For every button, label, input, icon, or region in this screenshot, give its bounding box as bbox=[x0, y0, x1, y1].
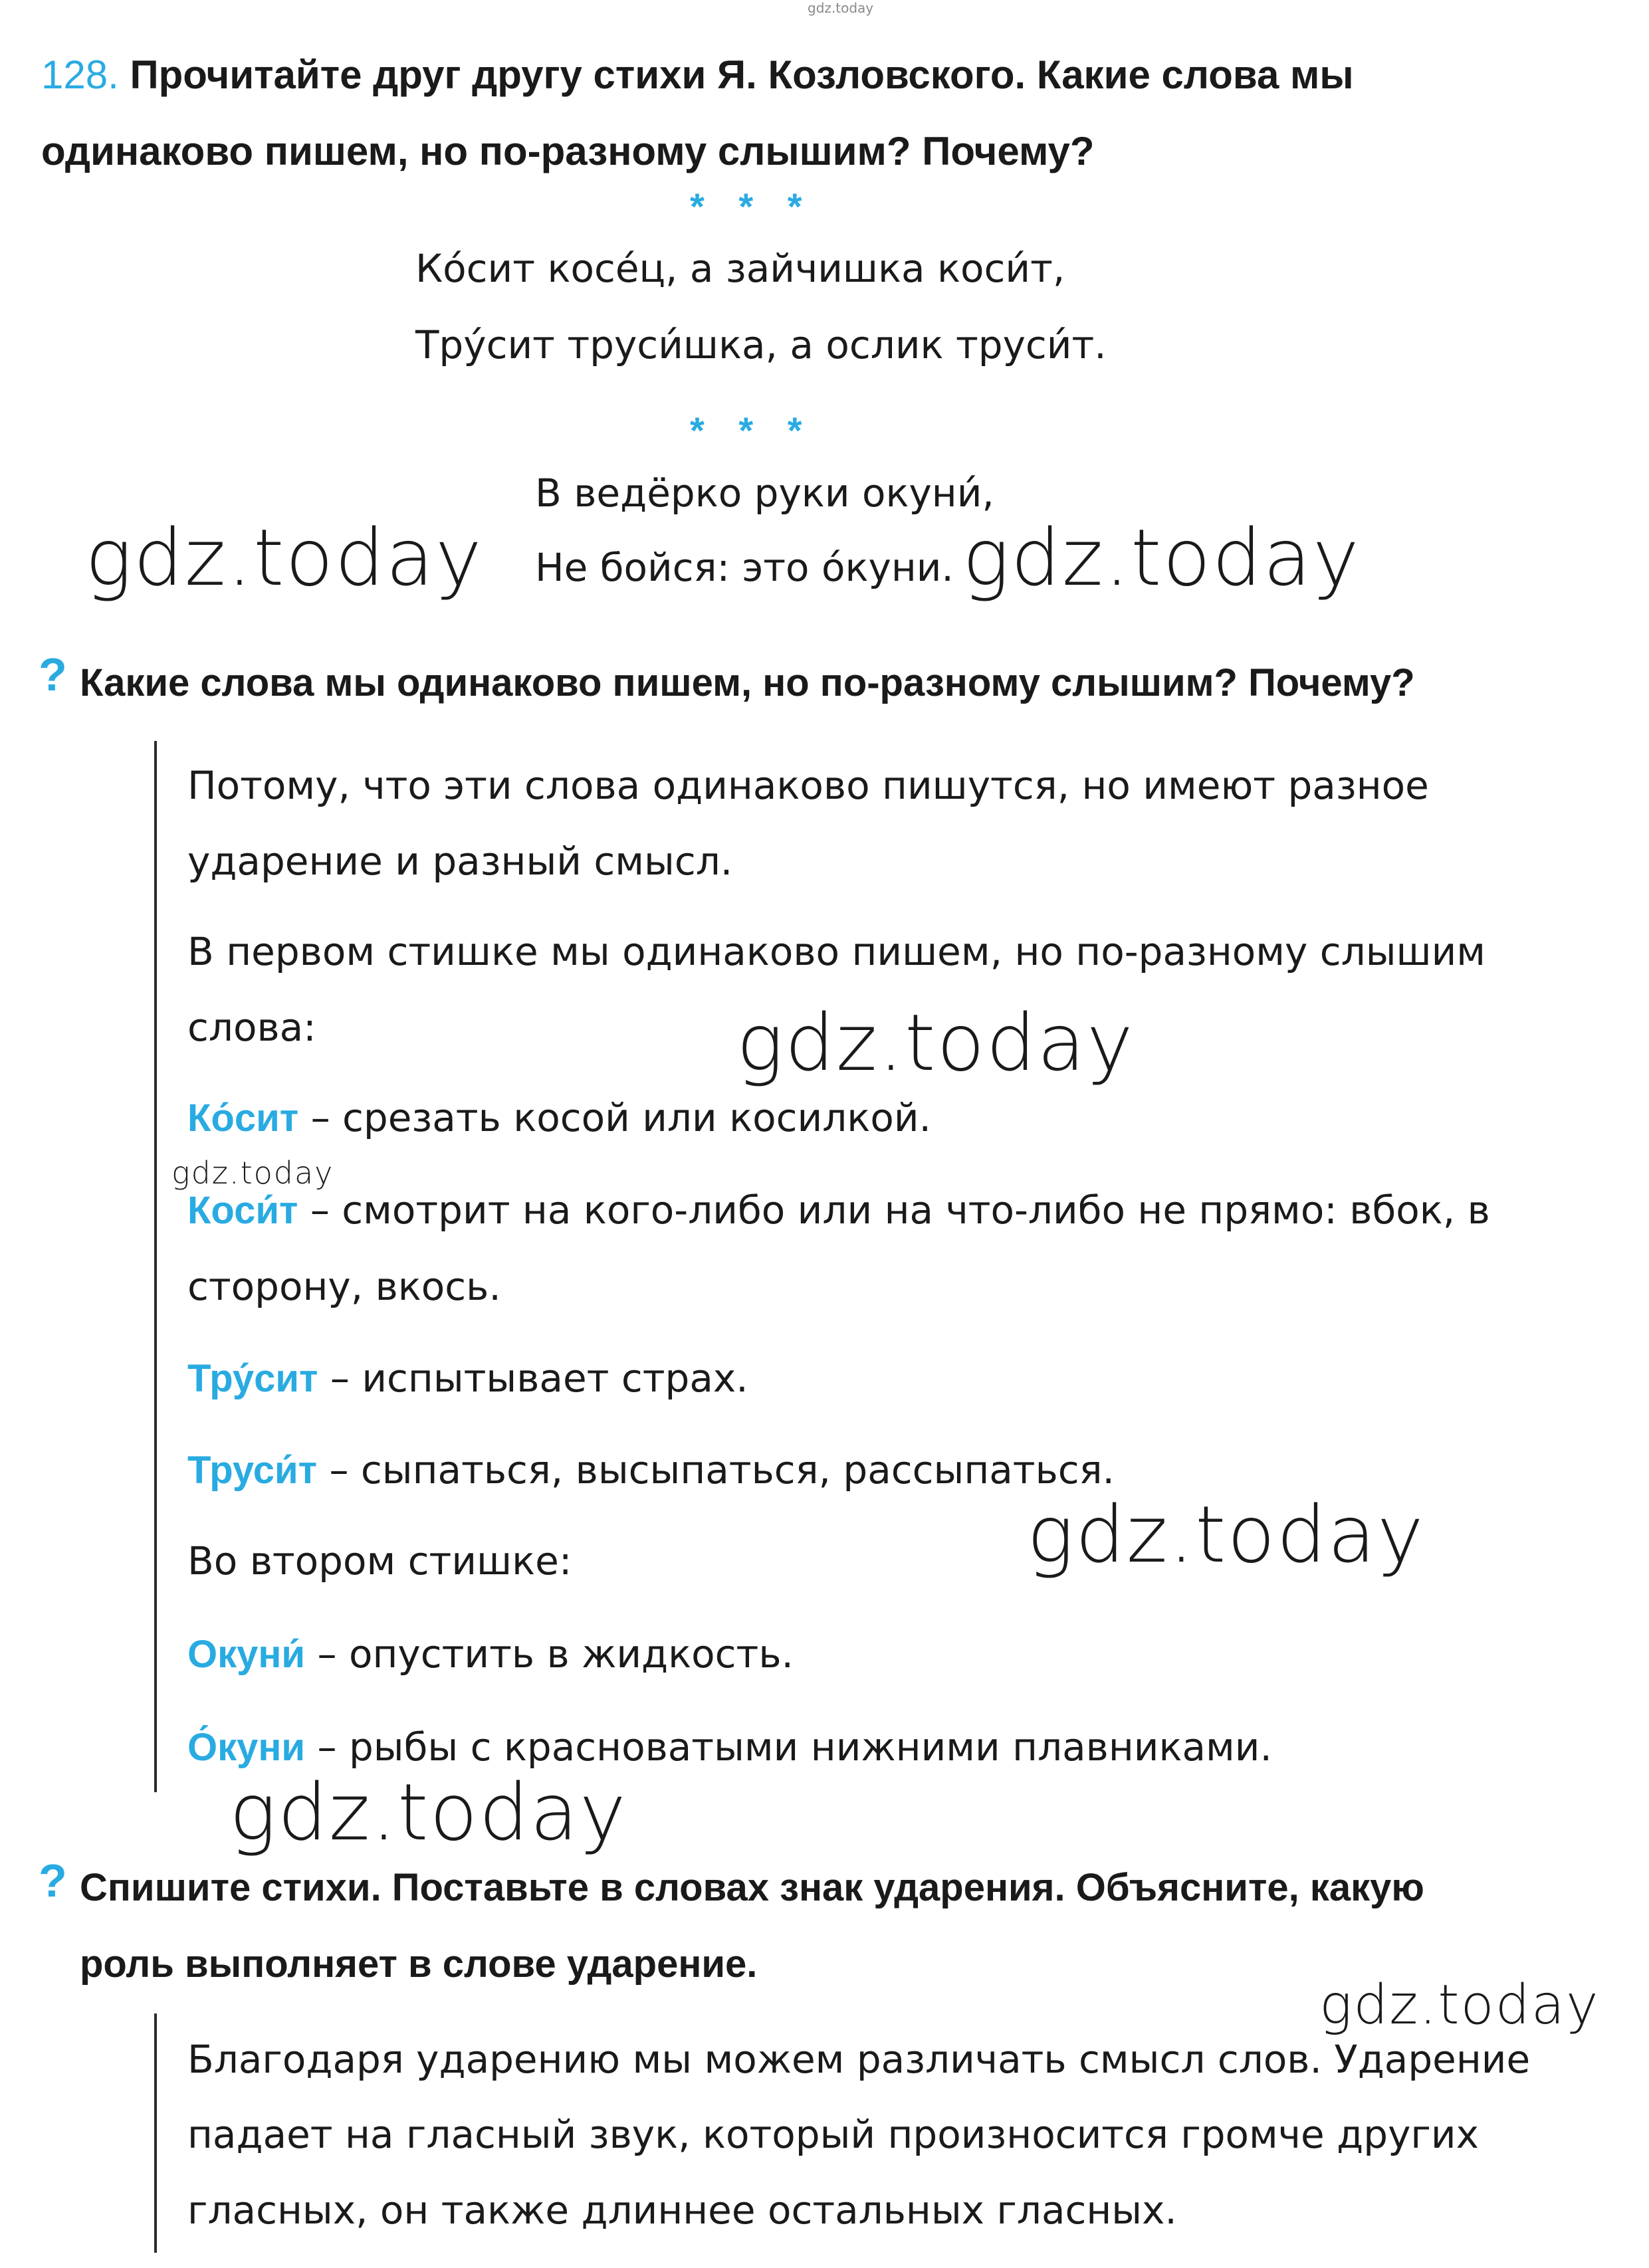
answer2-line1: Благодаря ударению мы можем различать смысл слов. Ударение bbox=[187, 2037, 1531, 2082]
question-mark-icon: ? bbox=[39, 1855, 67, 1907]
watermark-gdz-7: gdz.today bbox=[1319, 1974, 1600, 2037]
answer1-item bbox=[187, 1447, 1115, 1493]
question1-text: Какие слова мы одинаково пишем, но по-разному слышим? Почему? bbox=[80, 661, 1415, 704]
answer1-item2 bbox=[187, 1724, 1272, 1770]
watermark-gdz-6: gdz.today bbox=[229, 1766, 627, 1858]
question-mark-icon: ? bbox=[39, 649, 67, 700]
answer1-bar bbox=[154, 741, 157, 1792]
answer1-def: – сыпаться, высыпаться, рассыпаться. bbox=[317, 1447, 1115, 1493]
poem1-line1: Ко́сит косе́ц, а зайчишка коси́т, bbox=[415, 246, 1065, 291]
poem2-line1: В ведёрко руки окуни́, bbox=[535, 470, 994, 516]
task-number: 128. bbox=[41, 52, 119, 97]
poem2-stars: * * * bbox=[690, 409, 814, 451]
answer1-item bbox=[187, 1095, 931, 1140]
task-text-line2: одинаково пишем, но по-разному слышим? Почему? bbox=[41, 129, 1095, 173]
question2-line2: роль выполняет в слове ударение. bbox=[80, 1942, 758, 1986]
watermark-gdz-1: gdz.today bbox=[85, 512, 483, 603]
answer1-term: Коси́т bbox=[187, 1189, 298, 1232]
answer1-term: Тру́сит bbox=[187, 1357, 318, 1400]
answer1-def: – опустить в жидкость. bbox=[305, 1631, 794, 1677]
answer1-def: – испытывает страх. bbox=[318, 1356, 748, 1401]
answer1-def: – рыбы с красноватыми нижними плавниками. bbox=[305, 1724, 1272, 1770]
question2-text bbox=[80, 1849, 1424, 2002]
answer1-item bbox=[187, 1356, 748, 1401]
answer1-p1-line1: Потому, что эти слова одинаково пишутся, но имеют разное bbox=[187, 763, 1429, 808]
watermark-gdz-4: gdz.today bbox=[171, 1155, 334, 1191]
task-text-line1: Прочитайте друг другу стихи Я. Козловского. Какие слова мы bbox=[130, 52, 1354, 97]
watermark-gdz-5: gdz.today bbox=[1027, 1489, 1425, 1580]
answer1-p2-line2: слова: bbox=[187, 1005, 316, 1050]
answer1-p1-line2: ударение и разный смысл. bbox=[187, 839, 733, 884]
answer1-p2-line1: В первом стишке мы одинаково пишем, но по-разному слышим bbox=[187, 929, 1486, 974]
answer1-second: Во втором стишке: bbox=[187, 1538, 572, 1584]
poem1-stars: * * * bbox=[690, 185, 814, 227]
poem2-line2: Не бойся: это о́куни. bbox=[535, 545, 954, 590]
watermark-gdz-3: gdz.today bbox=[736, 997, 1135, 1088]
answer1-item-cont: сторону, вкось. bbox=[187, 1264, 501, 1309]
answer1-item bbox=[187, 1187, 1490, 1233]
answer1-def: – срезать косой или косилкой. bbox=[298, 1095, 931, 1140]
watermark-top: gdz.today bbox=[808, 0, 874, 16]
answer2-line2: падает на гласный звук, который произносится громче других bbox=[187, 2112, 1479, 2157]
task-header bbox=[41, 37, 1570, 189]
question2-line1: Спишите стихи. Поставьте в словах знак ударения. Объясните, какую bbox=[80, 1866, 1424, 1909]
answer1-term: Труси́т bbox=[187, 1449, 318, 1492]
answer1-term: О́куни bbox=[187, 1726, 306, 1769]
watermark-gdz-2: gdz.today bbox=[962, 512, 1361, 603]
poem1-line2: Тру́сит труси́шка, а ослик труси́т. bbox=[415, 322, 1107, 367]
answer1-item2 bbox=[187, 1631, 794, 1677]
answer2-bar bbox=[154, 2013, 157, 2253]
answer1-def: – смотрит на кого-либо или на что-либо не прямо: вбок, в bbox=[298, 1187, 1490, 1233]
answer2-line3: гласных, он также длиннее остальных гласных. bbox=[187, 2188, 1177, 2233]
answer1-term: Ко́сит bbox=[187, 1096, 299, 1140]
answer1-term: Окуни́ bbox=[187, 1633, 306, 1676]
